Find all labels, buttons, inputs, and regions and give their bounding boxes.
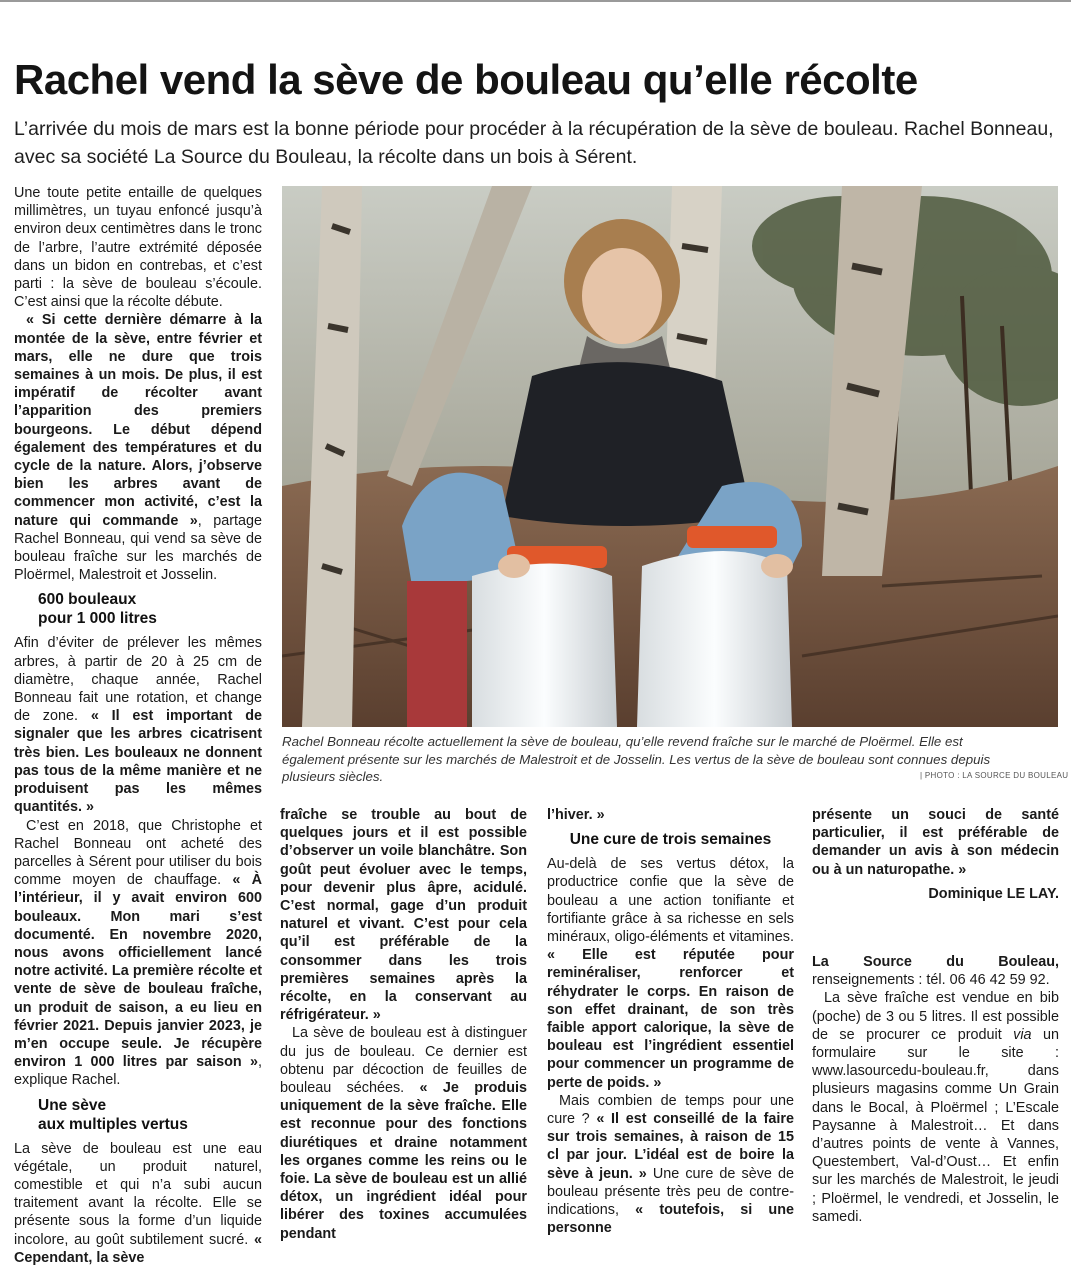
subheading-vertus bbox=[38, 1096, 262, 1134]
text: Une cure de sève de bouleau présente très peu de contre-indications, bbox=[547, 1165, 794, 1219]
quote: « toutefois, si une personne bbox=[547, 1202, 794, 1237]
paragraph bbox=[812, 806, 1059, 879]
paragraph bbox=[547, 855, 794, 1092]
quote: l’hiver. » bbox=[547, 807, 605, 823]
text: un formulaire sur le site : www.lasourcedu-bouleau.fr, dans plusieurs magasins comme Un Grain dans le Bocal, à Ploërmel ; L’Escale Paysanne à Malestroit… Et dans d’autres points de vente à Vannes, Questembert, Val-d’Oust… Et enfin sur les marchés de Malestroit, le jeudi ; Ploërmel, le vendredi, et Josselin, le samedi. bbox=[812, 1026, 1060, 1225]
quote: « Il est conseillé de la faire sur trois semaines, à raison de 15 cl par jour. L’idéal est de boire la sève à jeun. » bbox=[547, 1111, 795, 1182]
paragraph bbox=[14, 634, 262, 816]
column-2 bbox=[280, 806, 527, 1243]
subheading-600-bouleaux bbox=[38, 590, 262, 628]
column-1 bbox=[14, 184, 262, 1267]
forest-photo-illustration bbox=[282, 186, 1058, 727]
column-3 bbox=[547, 806, 794, 1237]
subheading-line: pour 1 000 litres bbox=[38, 610, 157, 628]
quote: « Je produis uniquement de la sève fraîche. Elle est reconnue pour des fonctions diurétiques et draine notamment les organes comme les reins ou le foie. La sève de bouleau est un allié détox, un ingrédient idéal pour libérer des toxines accumulées pendant bbox=[280, 1080, 527, 1242]
author-signature: Dominique LE LAY. bbox=[928, 885, 1059, 902]
subheading-cure: Une cure de trois semaines bbox=[569, 831, 772, 849]
article-headline: Rachel vend la sève de bouleau qu’elle récolte bbox=[14, 56, 918, 103]
quote: « Il est important de signaler que les arbres cicatrisent très bien. Les bouleaux ne donnent pas tous de la même manière et ne produisent pas les mêmes quantités. » bbox=[14, 708, 262, 816]
text: Afin d’éviter de prélever les mêmes arbres, à partir de 20 à 25 cm de diamètre, chaque année, Rachel Bonneau fait une rotation, et change de zone. bbox=[14, 635, 262, 725]
paragraph bbox=[280, 1024, 527, 1242]
subheading-line: Une sève bbox=[38, 1096, 107, 1114]
paragraph: Une toute petite entaille de quelques millimètres, un tuyau enfoncé jusqu’à environ deux centimètres dans le tronc de l’arbre, l’autre extrémité déposée dans un bidon en contrebas, et c’est parti : la sève de bouleau s’écoule. C’est ainsi que la récolte débute. bbox=[14, 185, 262, 311]
quote: « À l’intérieur, il y avait environ 600 bouleaux. Mon mari s’est documenté. En novembre 2020, nous avons officiellement lancé notre activité. La première récolte et vente de sève de bouleau fraîche, un produit de saison, a eu lieu en février 2021. Depuis janvier 2023, je m’en occupe seule. Je récupère environ 1 000 litres par saison » bbox=[14, 872, 263, 1071]
article-photo bbox=[282, 186, 1058, 727]
quote: « Si cette dernière démarre à la montée de la sève, entre février et mars, elle ne dure que trois semaines à un mois. De plus, il est impératif de récolter avant l’apparition des premiers bourgeons. Le début dépend également des températures et du cycle de la nature. Alors, j’observe bien les arbres avant de commencer mon activité, c’est la nature qui commande » bbox=[14, 312, 262, 529]
text: La sève de bouleau est à distinguer du jus de bouleau. Ce dernier est obtenu par décoction de feuilles de bouleau séchées. bbox=[280, 1025, 527, 1097]
text: La sève de bouleau est une eau végétale, un produit naturel, comestible et qui n’a subi aucun traitement avant la récolte. Elle se présente sous la forme d’un liquide incolore, au goût subtilement sucré. bbox=[14, 1140, 262, 1248]
paragraph bbox=[14, 1140, 262, 1267]
paragraph bbox=[14, 817, 262, 1090]
text: C’est en 2018, que Christophe et Rachel Bonneau ont acheté des parcelles à Sérent pour utiliser du bois comme moyen de chauffage. bbox=[14, 817, 262, 889]
top-rule bbox=[0, 0, 1071, 2]
quote: « Elle est réputée pour reminéraliser, renforcer et réhydrater le corps. En raison de son effet drainant, de son très faible apport calorique, la sève de bouleau est l’ingrédient essentiel pour commencer un programme de perte de poids. » bbox=[547, 947, 794, 1091]
text: Au-delà de ses vertus détox, la productrice confie que la sève de bouleau a une action tonifiante et fortifiante grâce à sa richesse en sels minéraux, oligo-éléments et vitamines. bbox=[547, 856, 794, 946]
text: via bbox=[1013, 1026, 1032, 1043]
photo-credit: | PHOTO : LA SOURCE DU BOULEAU bbox=[920, 771, 1069, 780]
paragraph bbox=[547, 1092, 794, 1238]
text: , partage Rachel Bonneau, qui vend sa sève de bouleau fraîche sur les marchés de Ploërmel, Malestroit et Josselin. bbox=[14, 512, 262, 584]
paragraph bbox=[14, 311, 262, 584]
subheading-line: 600 bouleaux bbox=[38, 591, 137, 609]
quote: présente un souci de santé particulier, il est préférable de demander un avis à son médecin ou à un naturopathe. » bbox=[812, 807, 1059, 878]
text: Mais combien de temps pour une cure ? bbox=[547, 1092, 794, 1128]
subheading-line: aux multiples vertus bbox=[38, 1115, 188, 1133]
text: , explique Rachel. bbox=[14, 1054, 262, 1089]
article-lede: L’arrivée du mois de mars est la bonne période pour procéder à la récupération de la sève de bouleau. Rachel Bonneau, avec sa société La Source du Bouleau, la récolte dans un bois à Sérent. bbox=[14, 118, 1054, 168]
paragraph bbox=[812, 989, 1059, 1226]
column-4 bbox=[812, 806, 1059, 1226]
text: La sève fraîche est vendue en bib (poche) de 3 ou 5 litres. Il est possible de se procurer ce produit bbox=[812, 990, 1059, 1043]
photo-caption: Rachel Bonneau récolte actuellement la sève de bouleau, qu’elle revend fraîche sur le marché de Ploërmel. Elle est également présente sur les marchés de Malestroit et de Josselin. Les vertus de la sève de bouleau sont connues depuis plusieurs siècles. bbox=[282, 734, 991, 784]
paragraph bbox=[547, 806, 794, 824]
company-name: La Source du Bouleau, bbox=[812, 954, 1059, 971]
paragraph bbox=[280, 806, 527, 1024]
paragraph bbox=[812, 953, 1059, 989]
quote: fraîche se trouble au bout de quelques jours et il est possible d’observer un voile blanchâtre. Son goût peut évoluer avec le temps, pour devenir plus âpre, acidulé. C’est normal, gage d’un produit naturel et vivant. C’est pour cela qu’il est préférable de la consommer dans les trois premières semaines après la récolte, en la conservant au réfrigérateur. » bbox=[280, 807, 527, 1024]
text: renseignements : tél. 06 46 42 59 92. bbox=[812, 972, 1050, 989]
quote: « Cependant, la sève bbox=[14, 1231, 262, 1266]
